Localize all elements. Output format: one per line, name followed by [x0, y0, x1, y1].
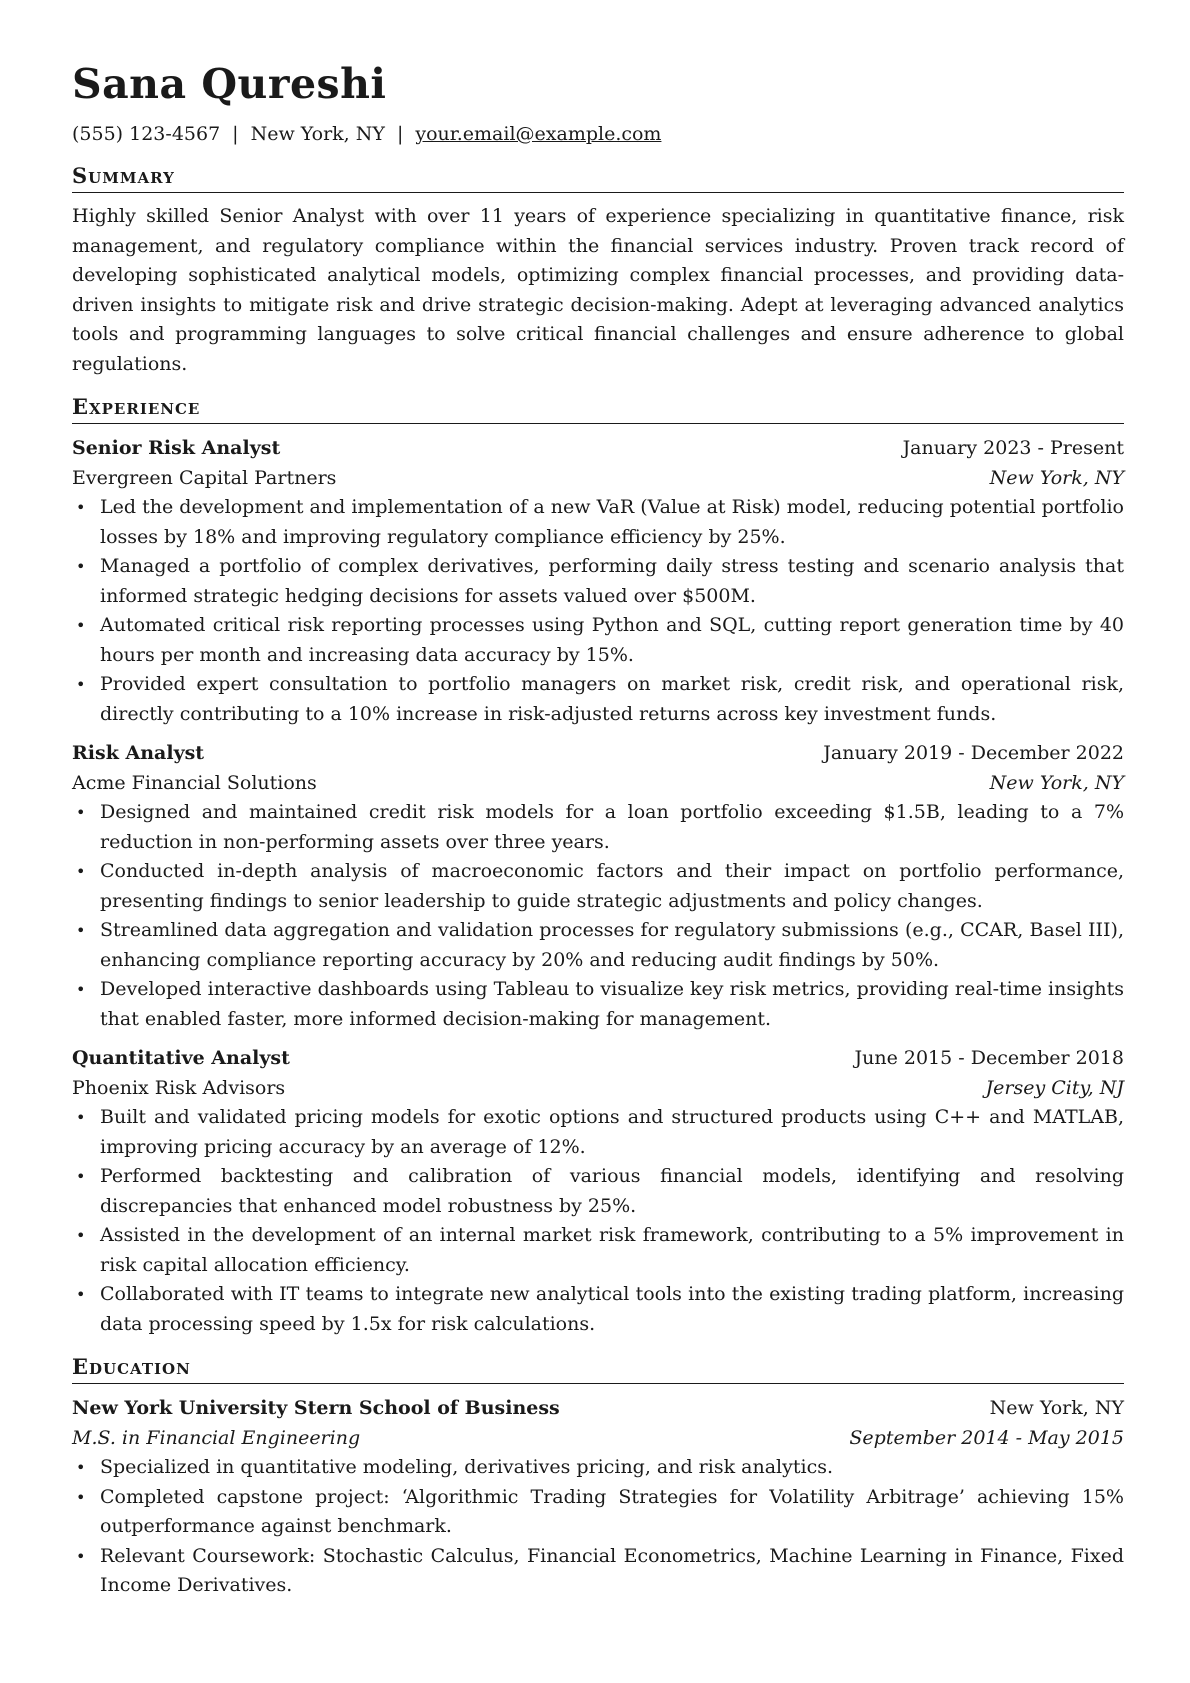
bullet-item: • Specialized in quantitative modeling, derivatives pricing, and risk analytics. — [100, 1453, 1124, 1483]
contact-location: New York, NY — [250, 123, 385, 145]
school-location: New York, NY — [989, 1397, 1124, 1419]
job-location: New York, NY — [989, 771, 1124, 794]
job-entry — [72, 739, 1124, 1034]
bullet-item: • Assisted in the development of an internal market risk framework, contributing to a 5% improvement in risk capital allocation efficiency. — [100, 1221, 1124, 1280]
candidate-name: Sana Qureshi — [72, 60, 387, 108]
job-location: Jersey City, NJ — [985, 1076, 1124, 1099]
school-name: New York University Stern School of Business — [72, 1397, 560, 1419]
education-bullets — [72, 1453, 1124, 1601]
experience-heading: Experience — [72, 393, 1124, 424]
bullet-item: • Designed and maintained credit risk models for a loan portfolio exceeding $1.5B, leading to a 7% reduction in non-performing assets over three years. — [100, 798, 1124, 857]
job-title: Risk Analyst — [72, 742, 205, 764]
job-dates: January 2019 - December 2022 — [823, 742, 1124, 764]
job-company: Evergreen Capital Partners — [72, 466, 337, 489]
school-row — [72, 1394, 1124, 1424]
job-title: Quantitative Analyst — [72, 1047, 290, 1069]
phone-number: (555) 123-4567 — [72, 123, 221, 145]
job-header-row — [72, 434, 1124, 464]
bullet-item: • Built and validated pricing models for exotic options and structured products using C++ and MATLAB, improving pricing accuracy by an average of 12%. — [100, 1103, 1124, 1162]
job-entry — [72, 1044, 1124, 1339]
bullet-item: • Developed interactive dashboards using Tableau to visualize key risk metrics, providing real-time insights that enabled faster, more informed decision-making for management. — [100, 975, 1124, 1034]
job-title: Senior Risk Analyst — [72, 437, 281, 459]
bullet-item: • Provided expert consultation to portfolio managers on market risk, credit risk, and operational risk, directly contributing to a 10% increase in risk-adjusted returns across key investment funds. — [100, 670, 1124, 729]
job-header-row — [72, 1044, 1124, 1074]
bullet-item: • Performed backtesting and calibration of various financial models, identifying and resolving discrepancies that enhanced model robustness by 25%. — [100, 1162, 1124, 1221]
bullet-item: • Managed a portfolio of complex derivatives, performing daily stress testing and scenario analysis that informed strategic hedging decisions for assets valued over $500M. — [100, 552, 1124, 611]
job-location: New York, NY — [989, 466, 1124, 489]
job-bullets — [72, 493, 1124, 729]
job-company-row — [72, 464, 1124, 494]
education-entry — [72, 1394, 1124, 1601]
job-company: Acme Financial Solutions — [72, 771, 317, 794]
education-heading: Education — [72, 1353, 1124, 1384]
bullet-item: • Streamlined data aggregation and validation processes for regulatory submissions (e.g., CCAR, Basel III), enhancing compliance reporting accuracy by 20% and reducing audit findings by 50%. — [100, 916, 1124, 975]
job-dates: January 2023 - Present — [902, 437, 1124, 459]
bullet-item: • Collaborated with IT teams to integrate new analytical tools into the existing trading platform, increasing data processing speed by 1.5x for risk calculations. — [100, 1280, 1124, 1339]
summary-heading: Summary — [72, 162, 1124, 193]
job-header-row — [72, 739, 1124, 769]
resume-page — [72, 56, 1124, 1601]
job-bullets — [72, 1103, 1124, 1339]
degree-row — [72, 1424, 1124, 1454]
contact-separator: | — [396, 123, 404, 145]
email-link[interactable]: your.email@example.com — [415, 123, 662, 145]
contact-line — [72, 120, 1124, 148]
bullet-item: • Led the development and implementation of a new VaR (Value at Risk) model, reducing potential portfolio losses by 18% and improving regulatory compliance efficiency by 25%. — [100, 493, 1124, 552]
degree-name: M.S. in Financial Engineering — [72, 1426, 361, 1449]
job-company-row — [72, 1074, 1124, 1104]
degree-dates: September 2014 - May 2015 — [849, 1426, 1124, 1449]
bullet-item: • Completed capstone project: ‘Algorithmic Trading Strategies for Volatility Arbitrage’ achieving 15% outperformance against benchmark. — [100, 1483, 1124, 1542]
job-dates: June 2015 - December 2018 — [854, 1047, 1124, 1069]
job-company-row — [72, 769, 1124, 799]
contact-separator: | — [232, 123, 239, 145]
job-company: Phoenix Risk Advisors — [72, 1076, 286, 1099]
bullet-item: • Automated critical risk reporting processes using Python and SQL, cutting report generation time by 40 hours per month and increasing data accuracy by 15%. — [100, 611, 1124, 670]
bullet-item: • Relevant Coursework: Stochastic Calculus, Financial Econometrics, Machine Learning in Finance, Fixed Income Derivatives. — [100, 1542, 1124, 1601]
bullet-item: • Conducted in-depth analysis of macroeconomic factors and their impact on portfolio performance, presenting findings to senior leadership to guide strategic adjustments and policy changes. — [100, 857, 1124, 916]
job-bullets — [72, 798, 1124, 1034]
summary-text: Highly skilled Senior Analyst with over 11 years of experience specializing in quantitative finance, risk management, and regulatory compliance within the financial services industry. Proven track record of developing sophisticated analytical models, optimizing complex financial processes, and providing data-driven insights to mitigate risk and drive strategic decision-making. Adept at leveraging advanced analytics tools and programming languages to solve critical financial challenges and ensure adherence to global regulations. — [72, 205, 1124, 375]
job-entry — [72, 434, 1124, 729]
